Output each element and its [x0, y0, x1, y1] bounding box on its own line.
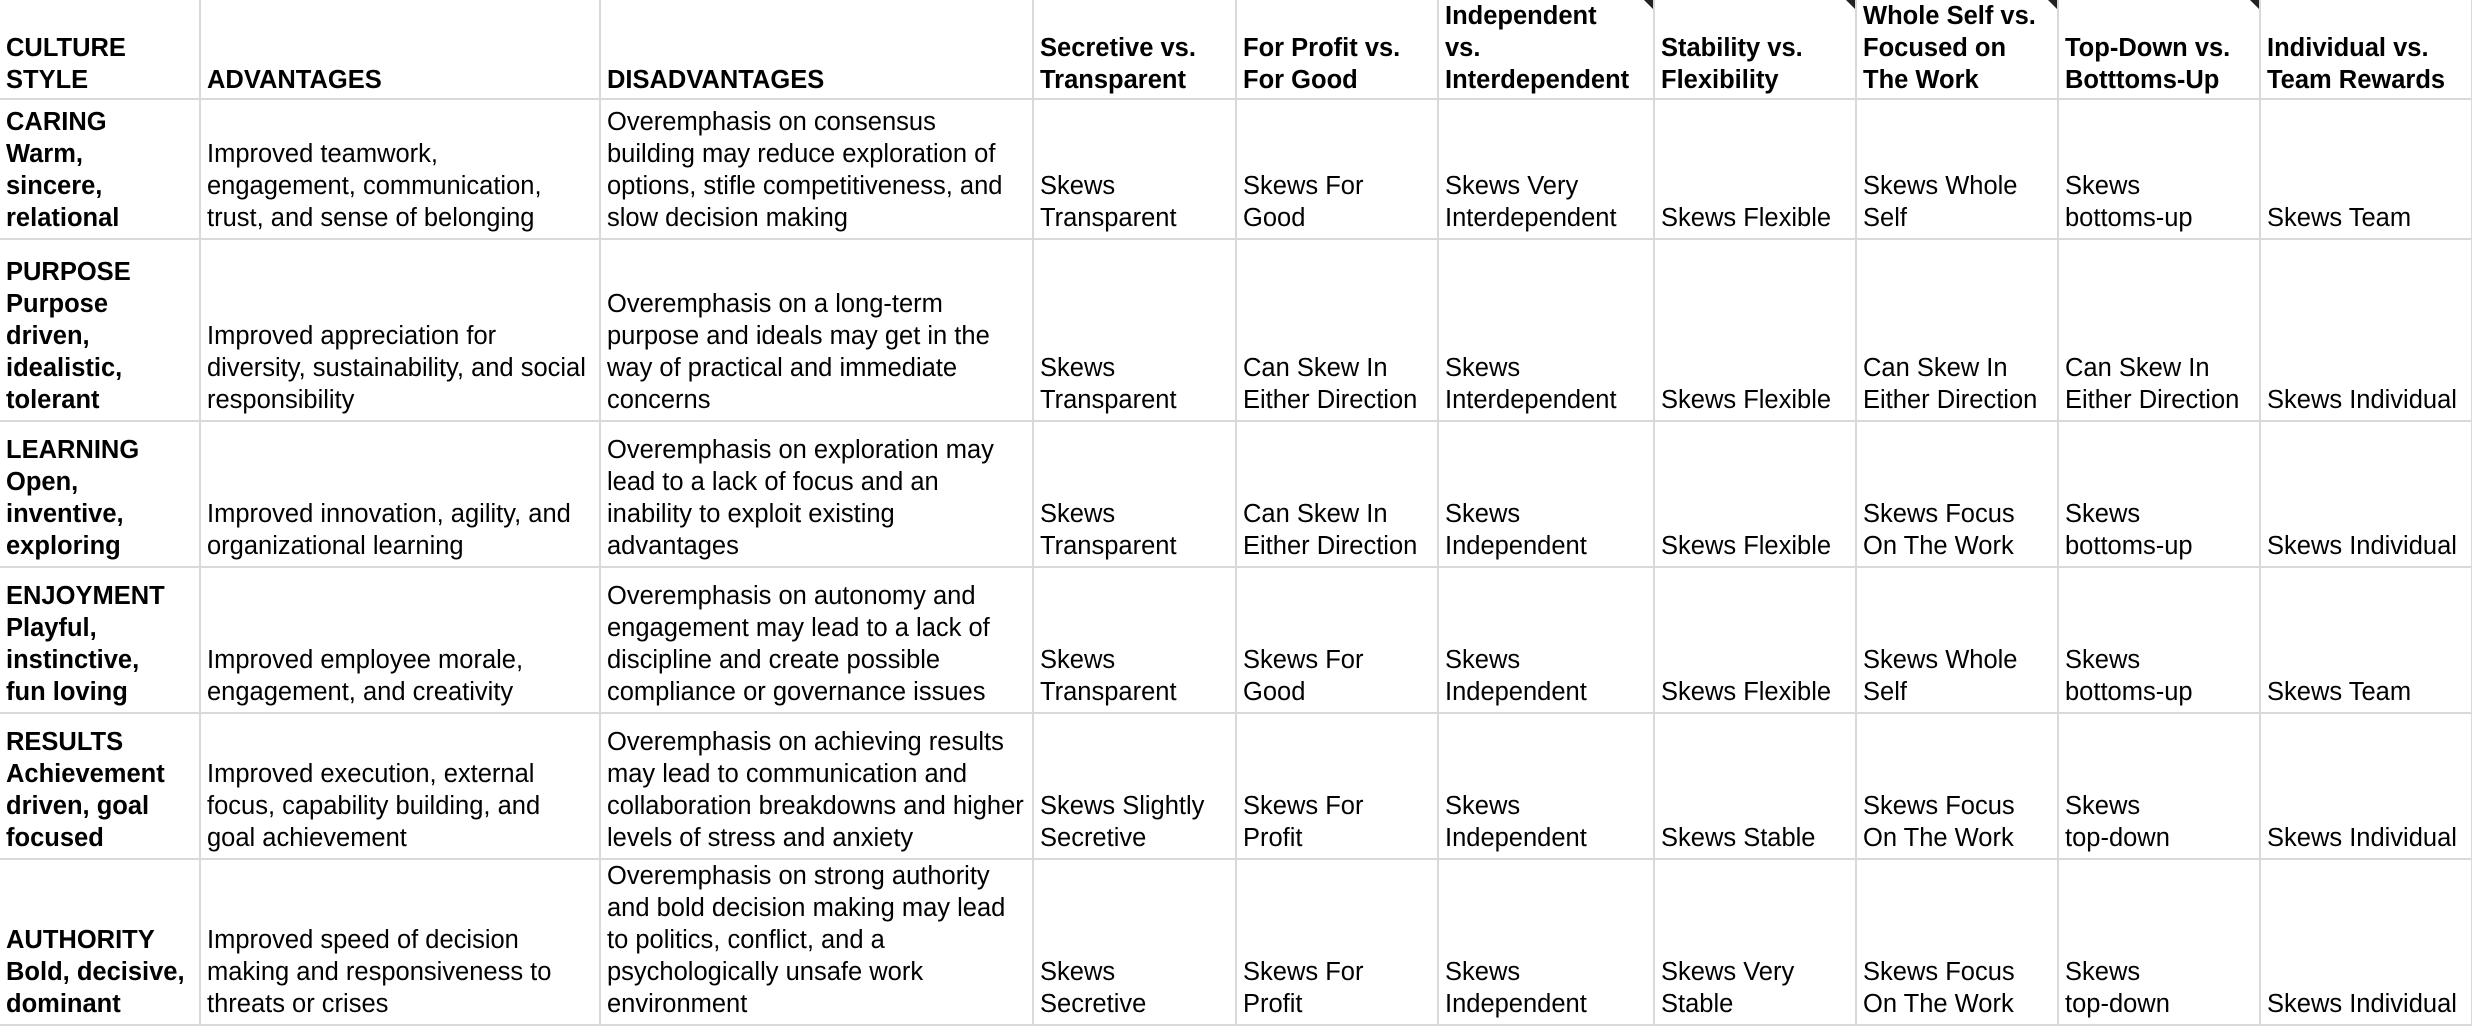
secretive-transparent-cell[interactable]: Skews Transparent — [1033, 239, 1236, 421]
topdown-bottomsup-cell[interactable]: Skews bottoms-up — [2058, 567, 2260, 713]
cell-note-marker[interactable] — [2250, 0, 2259, 9]
wholeself-work-cell[interactable]: Skews Focus On The Work — [1856, 713, 2058, 859]
culture-style-cell[interactable]: PURPOSE Purpose driven, idealistic, tolerant — [0, 239, 200, 421]
wholeself-work-cell[interactable]: Skews Whole Self — [1856, 99, 2058, 239]
header-label: Secretive vs. Transparent — [1040, 34, 1196, 94]
table-row — [0, 99, 2472, 239]
profit-good-cell[interactable]: Skews For Profit — [1236, 859, 1438, 1025]
topdown-bottomsup-cell[interactable]: Skews bottoms-up — [2058, 99, 2260, 239]
culture-style-cell[interactable]: RESULTS Achievement driven, goal focused — [0, 713, 200, 859]
disadvantages-cell[interactable]: Overemphasis on a long-term purpose and ideals may get in the way of practical and immediate concerns — [600, 239, 1033, 421]
advantages-cell[interactable]: Improved teamwork, engagement, communication, trust, and sense of belonging — [200, 99, 600, 239]
header-individual-team[interactable] — [2260, 0, 2472, 99]
disadvantages-cell[interactable]: Overemphasis on consensus building may reduce exploration of options, stifle competitiveness, and slow decision making — [600, 99, 1033, 239]
advantages-cell[interactable]: Improved speed of decision making and responsiveness to threats or crises — [200, 859, 600, 1025]
individual-team-cell[interactable]: Skews Individual — [2260, 239, 2472, 421]
independent-interdependent-cell[interactable]: Skews Independent — [1438, 713, 1654, 859]
stability-flexibility-cell[interactable]: Skews Very Stable — [1654, 859, 1856, 1025]
independent-interdependent-cell[interactable]: Skews Independent — [1438, 859, 1654, 1025]
topdown-bottomsup-cell[interactable]: Skews top-down — [2058, 713, 2260, 859]
cell-note-marker[interactable] — [1846, 0, 1855, 9]
header-label: Individual vs. Team Rewards — [2267, 34, 2446, 94]
wholeself-work-cell[interactable]: Skews Whole Self — [1856, 567, 2058, 713]
header-label: Whole Self vs. Focused on The Work — [1863, 2, 2036, 94]
header-profit-good[interactable] — [1236, 0, 1438, 99]
independent-interdependent-cell[interactable]: Skews Interdependent — [1438, 239, 1654, 421]
profit-good-cell[interactable]: Skews For Good — [1236, 99, 1438, 239]
header-independent-interdependent[interactable] — [1438, 0, 1654, 99]
secretive-transparent-cell[interactable]: Skews Transparent — [1033, 421, 1236, 567]
advantages-cell[interactable]: Improved employee morale, engagement, and creativity — [200, 567, 600, 713]
header-wholeself-work[interactable] — [1856, 0, 2058, 99]
secretive-transparent-cell[interactable]: Skews Transparent — [1033, 567, 1236, 713]
table-row — [0, 239, 2472, 421]
secretive-transparent-cell[interactable]: Skews Slightly Secretive — [1033, 713, 1236, 859]
disadvantages-cell[interactable]: Overemphasis on strong authority and bold decision making may lead to politics, conflict, and a psychologically unsafe work environment — [600, 859, 1033, 1025]
individual-team-cell[interactable]: Skews Individual — [2260, 421, 2472, 567]
profit-good-cell[interactable]: Can Skew In Either Direction — [1236, 239, 1438, 421]
header-label: CULTURE STYLE — [6, 34, 126, 94]
individual-team-cell[interactable]: Skews Individual — [2260, 859, 2472, 1025]
culture-style-cell[interactable]: CARING Warm, sincere, relational — [0, 99, 200, 239]
stability-flexibility-cell[interactable]: Skews Flexible — [1654, 239, 1856, 421]
culture-style-cell[interactable]: AUTHORITY Bold, decisive, dominant — [0, 859, 200, 1025]
disadvantages-cell[interactable]: Overemphasis on autonomy and engagement may lead to a lack of discipline and create possible compliance or governance issues — [600, 567, 1033, 713]
secretive-transparent-cell[interactable]: Skews Secretive — [1033, 859, 1236, 1025]
table-row — [0, 713, 2472, 859]
cell-note-marker[interactable] — [2048, 0, 2057, 9]
header-culture-style[interactable] — [0, 0, 200, 99]
header-row — [0, 0, 2472, 99]
topdown-bottomsup-cell[interactable]: Skews top-down — [2058, 859, 2260, 1025]
wholeself-work-cell[interactable]: Can Skew In Either Direction — [1856, 239, 2058, 421]
secretive-transparent-cell[interactable]: Skews Transparent — [1033, 99, 1236, 239]
stability-flexibility-cell[interactable]: Skews Flexible — [1654, 99, 1856, 239]
header-stability-flexibility[interactable] — [1654, 0, 1856, 99]
culture-style-cell[interactable]: ENJOYMENT Playful, instinctive, fun loving — [0, 567, 200, 713]
header-secretive-transparent[interactable] — [1033, 0, 1236, 99]
header-disadvantages[interactable] — [600, 0, 1033, 99]
header-label: Stability vs. Flexibility — [1661, 34, 1803, 94]
advantages-cell[interactable]: Improved innovation, agility, and organizational learning — [200, 421, 600, 567]
topdown-bottomsup-cell[interactable]: Skews bottoms-up — [2058, 421, 2260, 567]
independent-interdependent-cell[interactable]: Skews Independent — [1438, 421, 1654, 567]
advantages-cell[interactable]: Improved execution, external focus, capability building, and goal achievement — [200, 713, 600, 859]
profit-good-cell[interactable]: Skews For Good — [1236, 567, 1438, 713]
stability-flexibility-cell[interactable]: Skews Flexible — [1654, 421, 1856, 567]
profit-good-cell[interactable]: Can Skew In Either Direction — [1236, 421, 1438, 567]
header-label: ADVANTAGES — [207, 66, 382, 94]
header-advantages[interactable] — [200, 0, 600, 99]
header-label: For Profit vs. For Good — [1243, 34, 1401, 94]
header-label: Independent vs. Interdependent — [1445, 2, 1630, 94]
individual-team-cell[interactable]: Skews Team — [2260, 99, 2472, 239]
stability-flexibility-cell[interactable]: Skews Flexible — [1654, 567, 1856, 713]
wholeself-work-cell[interactable]: Skews Focus On The Work — [1856, 421, 2058, 567]
independent-interdependent-cell[interactable]: Skews Independent — [1438, 567, 1654, 713]
disadvantages-cell[interactable]: Overemphasis on exploration may lead to a lack of focus and an inability to exploit existing advantages — [600, 421, 1033, 567]
wholeself-work-cell[interactable]: Skews Focus On The Work — [1856, 859, 2058, 1025]
stability-flexibility-cell[interactable]: Skews Stable — [1654, 713, 1856, 859]
profit-good-cell[interactable]: Skews For Profit — [1236, 713, 1438, 859]
independent-interdependent-cell[interactable]: Skews Very Interdependent — [1438, 99, 1654, 239]
culture-style-cell[interactable]: LEARNING Open, inventive, exploring — [0, 421, 200, 567]
header-topdown-bottomsup[interactable] — [2058, 0, 2260, 99]
disadvantages-cell[interactable]: Overemphasis on achieving results may lead to communication and collaboration breakdowns and higher levels of stress and anxiety — [600, 713, 1033, 859]
header-label: DISADVANTAGES — [607, 66, 825, 94]
table-row — [0, 859, 2472, 1025]
cell-note-marker[interactable] — [1644, 0, 1653, 9]
topdown-bottomsup-cell[interactable]: Can Skew In Either Direction — [2058, 239, 2260, 421]
table-row — [0, 421, 2472, 567]
advantages-cell[interactable]: Improved appreciation for diversity, sustainability, and social responsibility — [200, 239, 600, 421]
individual-team-cell[interactable]: Skews Individual — [2260, 713, 2472, 859]
header-label: Top-Down vs. Botttoms-Up — [2065, 34, 2231, 94]
table-row — [0, 567, 2472, 713]
individual-team-cell[interactable]: Skews Team — [2260, 567, 2472, 713]
